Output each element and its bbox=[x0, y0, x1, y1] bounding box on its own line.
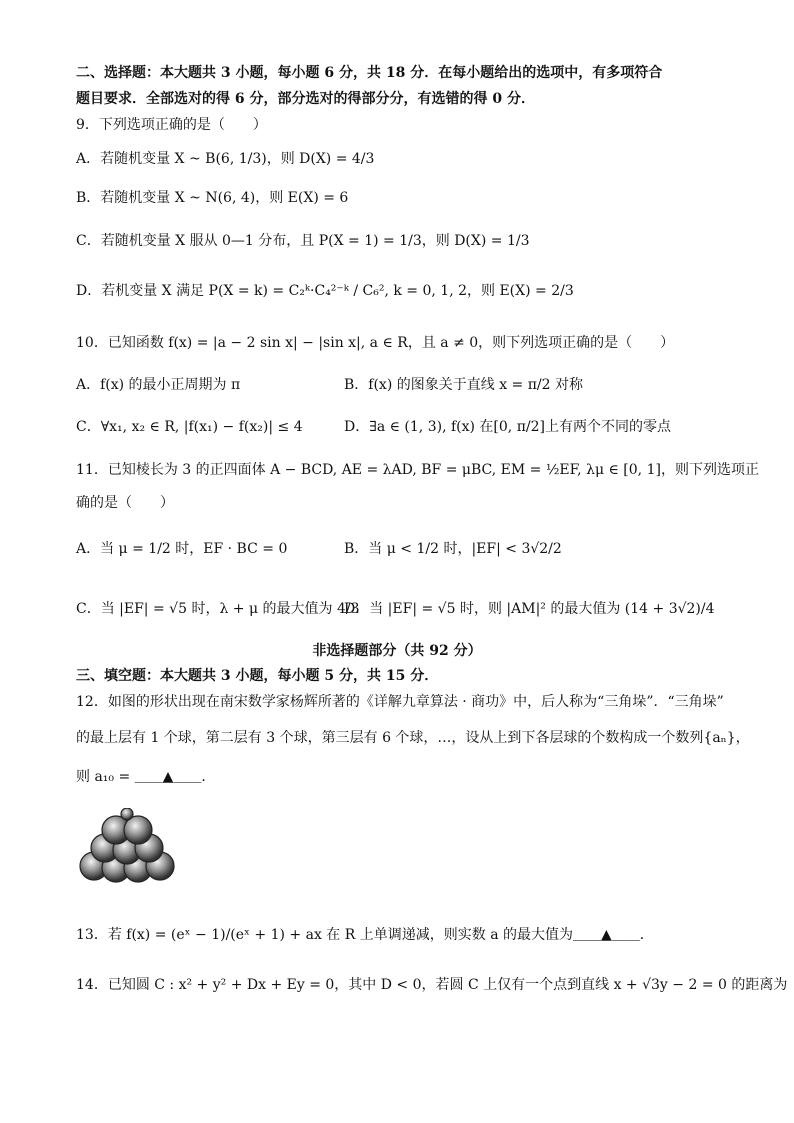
q11-option-b: B．当 μ < 1/2 时，|EF| < 3√2/2 bbox=[344, 541, 562, 557]
section2-heading-line1: 二、选择题：本大题共 3 小题，每小题 6 分，共 18 分．在每小题给出的选项中，有多项符合 bbox=[76, 65, 663, 81]
q9-option-b: B．若随机变量 X ~ N(6, 4)，则 E(X) = 6 bbox=[76, 190, 349, 206]
q13-line: 13．若 f(x) = (eˣ − 1)/(eˣ + 1) + ax 在 R 上单调递减，则实数 a 的最大值为＿＿▲＿＿． bbox=[76, 927, 654, 943]
q12-line2: 的最上层有 1 个球，第二层有 3 个球，第三层有 6 个球，…，设从上到下各层球的个数构成一个数列{aₙ}， bbox=[76, 730, 750, 746]
q10-option-d: D．∃a ∈ (1, 3), f(x) 在[0, π/2]上有两个不同的零点 bbox=[344, 419, 671, 435]
triangular-ball-stack-figure bbox=[72, 808, 182, 888]
q11-option-a: A．当 μ = 1/2 时，EF · BC = 0 bbox=[76, 541, 288, 557]
q9-option-d: D．若机变量 X 满足 P(X = k) = C₂ᵏ·C₄²⁻ᵏ / C₆², k = 0, 1, 2，则 E(X) = 2/3 bbox=[76, 283, 574, 299]
q11-stem-line2: 确的是（ ） bbox=[76, 495, 174, 511]
q9-option-a: A．若随机变量 X ~ B(6, 1/3)，则 D(X) = 4/3 bbox=[76, 151, 375, 167]
q12-line3: 则 a₁₀ = ＿＿▲＿＿． bbox=[76, 769, 216, 785]
part-title: 非选择题部分（共 92 分） bbox=[312, 643, 482, 659]
q9-stem: 9．下列选项正确的是（ ） bbox=[76, 117, 267, 133]
q9-option-c: C．若随机变量 X 服从 0—1 分布，且 P(X = 1) = 1/3，则 D(X) = 1/3 bbox=[76, 233, 530, 249]
q14-line: 14．已知圆 C : x² + y² + Dx + Ey = 0，其中 D < 0，若圆 C 上仅有一个点到直线 x + √3y − 2 = 0 的距离为 bbox=[76, 977, 788, 993]
q11-option-c: C．当 |EF| = √5 时，λ + μ 的最大值为 4/3 bbox=[76, 601, 360, 617]
section2-heading-line2: 题目要求．全部选对的得 6 分，部分选对的得部分分，有选错的得 0 分． bbox=[76, 91, 535, 107]
q10-option-a: A．f(x) 的最小正周期为 π bbox=[76, 377, 241, 393]
section3-heading: 三、填空题：本大题共 3 小题，每小题 5 分，共 15 分． bbox=[76, 668, 439, 684]
q11-stem-line1: 11．已知棱长为 3 的正四面体 A − BCD, AE = λAD, BF = μBC, EM = ½EF, λμ ∈ [0, 1]，则下列选项正 bbox=[76, 462, 759, 478]
q10-option-b: B．f(x) 的图象关于直线 x = π/2 对称 bbox=[344, 377, 583, 393]
q10-stem: 10．已知函数 f(x) = |a − 2 sin x| − |sin x|, a ∈ R，且 a ≠ 0，则下列选项正确的是（ ） bbox=[76, 335, 675, 351]
q12-line1: 12．如图的形状出现在南宋数学家杨辉所著的《详解九章算法 · 商功》中，后人称为“三角垛”．“三角垛” bbox=[76, 694, 724, 710]
q11-option-d: D．当 |EF| = √5 时，则 |AM|² 的最大值为 (14 + 3√2)/4 bbox=[344, 601, 715, 617]
q10-option-c: C．∀x₁, x₂ ∈ R, |f(x₁) − f(x₂)| ≤ 4 bbox=[76, 419, 303, 435]
